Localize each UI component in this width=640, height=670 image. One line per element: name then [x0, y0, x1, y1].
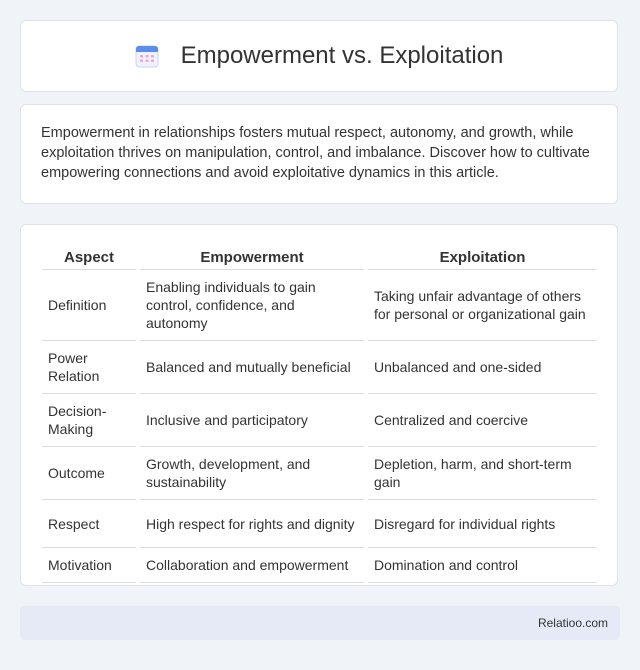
table-cell: Unbalanced and one-sided	[368, 341, 597, 394]
table-cell: Domination and control	[368, 548, 597, 583]
table-cell: High respect for rights and dignity	[140, 500, 364, 548]
header-empowerment: Empowerment	[140, 245, 364, 270]
table-header-row	[42, 245, 597, 270]
table-row	[42, 500, 597, 548]
table-cell: Centralized and coercive	[368, 394, 597, 447]
table-cell: Motivation	[42, 548, 136, 583]
comparison-table-card	[20, 224, 618, 586]
table-cell: Collaboration and empowerment	[140, 548, 364, 583]
table-cell: Decision-Making	[42, 394, 136, 447]
header-aspect: Aspect	[42, 245, 136, 270]
table-row	[42, 394, 597, 447]
table-row	[42, 270, 597, 341]
table-cell: Definition	[42, 270, 136, 341]
table-cell: Power Relation	[42, 341, 136, 394]
table-cell: Growth, development, and sustainability	[140, 447, 364, 500]
table-cell: Outcome	[42, 447, 136, 500]
title-card	[20, 20, 618, 92]
intro-text: Empowerment in relationships fosters mutual respect, autonomy, and growth, while exploitation thrives on manipulation, control, and imbalance. Discover how to cultivate empowering connections and avoid exploitative dynamics in this article.	[41, 125, 590, 181]
table-row	[42, 341, 597, 394]
table-cell: Inclusive and participatory	[140, 394, 364, 447]
header-exploitation: Exploitation	[368, 245, 597, 270]
table-cell: Disregard for individual rights	[368, 500, 597, 548]
table-cell: Taking unfair advantage of others for personal or organizational gain	[368, 270, 597, 341]
intro-card	[20, 104, 618, 204]
table-cell: Balanced and mutually beneficial	[140, 341, 364, 394]
comparison-table	[38, 245, 601, 583]
table-row	[42, 447, 597, 500]
page-title: Empowerment vs. Exploitation	[180, 42, 504, 69]
footer-site-name: Relatioo.com	[537, 616, 608, 630]
table-cell: Respect	[42, 500, 136, 548]
table-row	[42, 548, 597, 583]
footer	[20, 606, 620, 640]
calendar-icon	[135, 44, 159, 68]
table-cell: Depletion, harm, and short-term gain	[368, 447, 597, 500]
table-cell: Enabling individuals to gain control, confidence, and autonomy	[140, 270, 364, 341]
